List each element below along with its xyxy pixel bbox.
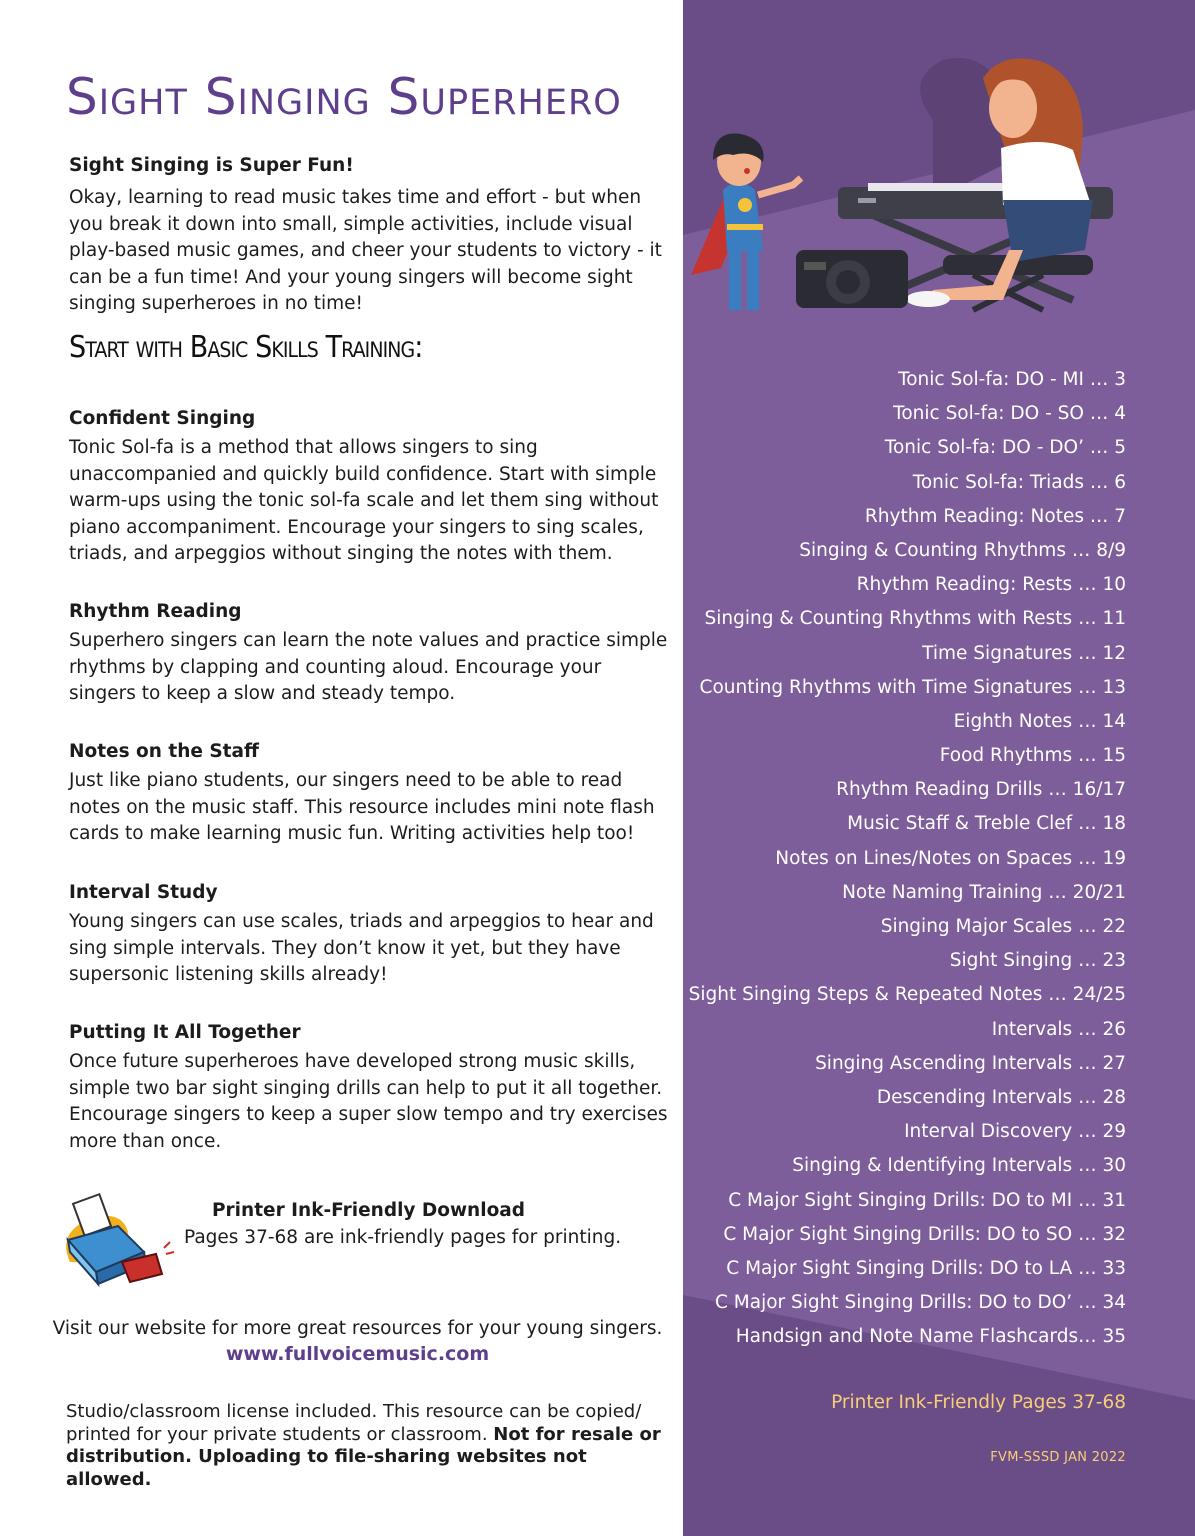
toc-item: Tonic Sol-fa: DO - DO’ … 5 bbox=[884, 437, 1126, 459]
toc-item: Handsign and Note Name Flashcards… 35 bbox=[735, 1326, 1126, 1348]
toc-item: Singing & Counting Rhythms with Rests … 11 bbox=[704, 608, 1126, 630]
intro-heading: Sight Singing is Super Fun! bbox=[69, 155, 354, 176]
section-heading: Putting It All Together bbox=[69, 1022, 301, 1043]
toc-item: C Major Sight Singing Drills: DO to SO … 32 bbox=[723, 1223, 1126, 1245]
toc-item: Note Naming Training … 20/21 bbox=[842, 881, 1126, 903]
toc-item: C Major Sight Singing Drills: DO to LA … 33 bbox=[726, 1257, 1126, 1279]
visit-text: Visit our website for more great resources for your young singers. bbox=[52, 1318, 663, 1339]
toc-item: Singing & Counting Rhythms … 8/9 bbox=[799, 539, 1126, 561]
toc-item: Singing Ascending Intervals … 27 bbox=[815, 1052, 1126, 1074]
website-link[interactable]: www.fullvoicemusic.com bbox=[225, 1343, 490, 1365]
section-heading: Interval Study bbox=[69, 882, 218, 903]
intro-body: Okay, learning to read music takes time and effort - but when you break it down into small, simple activities, include visual play-based music games, and cheer your students to victory - it can be a fun time! And your young singers will become sight singing superheroes in no time! bbox=[69, 187, 662, 314]
toc-item: Interval Discovery … 29 bbox=[904, 1121, 1126, 1143]
section-interval-study bbox=[69, 882, 669, 989]
license-text bbox=[66, 1401, 666, 1491]
page-title: Sight Singing Superhero bbox=[66, 68, 622, 126]
skills-heading: Start with Basic Skills Training: bbox=[69, 330, 423, 365]
toc-item: Notes on Lines/Notes on Spaces … 19 bbox=[775, 847, 1126, 869]
section-body: Tonic Sol-fa is a method that allows singers to sing unaccompanied and quickly build confidence. Start with simple warm-ups using the tonic sol-fa scale and let them sing without piano accompaniment. Encourage your singers to sing scales, triads, and arpeggios without singing the notes with them. bbox=[69, 437, 659, 564]
printer-icon bbox=[52, 1192, 180, 1288]
toc-item: Time Signatures … 12 bbox=[922, 642, 1126, 664]
section-heading: Confident Singing bbox=[69, 408, 256, 429]
section-body: Once future superheroes have developed strong music skills, simple two bar sight singing drills can help to put it all together. Encourage singers to keep a super slow tempo and try exercises more than once. bbox=[69, 1051, 668, 1152]
section-heading: Notes on the Staff bbox=[69, 741, 259, 762]
toc-item: Tonic Sol-fa: Triads … 6 bbox=[912, 471, 1126, 493]
ink-pages-note: Printer Ink-Friendly Pages 37-68 bbox=[831, 1392, 1126, 1413]
toc-item: Rhythm Reading: Notes … 7 bbox=[864, 505, 1126, 527]
license-body: Studio/classroom license included. This resource can be copied/ printed for your private students or classroom. bbox=[66, 1401, 642, 1445]
toc-item: Singing & Identifying Intervals … 30 bbox=[792, 1155, 1126, 1177]
section-heading: Rhythm Reading bbox=[69, 601, 242, 622]
toc-item: C Major Sight Singing Drills: DO to DO’ … 34 bbox=[714, 1292, 1126, 1314]
product-code: FVM-SSSD JAN 2022 bbox=[990, 1450, 1126, 1465]
section-rhythm-reading bbox=[69, 601, 669, 708]
section-body: Just like piano students, our singers need to be able to read notes on the music staff. This resource includes mini note flash cards to make learning music fun. Writing activities help too! bbox=[69, 770, 655, 844]
toc-item: Music Staff & Treble Clef … 18 bbox=[847, 813, 1126, 835]
license-bold: Not for resale or distribution. Uploading to file-sharing websites not allowed. bbox=[66, 1423, 661, 1490]
toc-item: Descending Intervals … 28 bbox=[876, 1086, 1126, 1108]
toc-item: Sight Singing Steps & Repeated Notes … 24/25 bbox=[688, 984, 1126, 1006]
toc-item: Rhythm Reading: Rests … 10 bbox=[856, 574, 1126, 596]
toc-item: Singing Major Scales … 22 bbox=[880, 916, 1126, 937]
toc-item: Food Rhythms … 15 bbox=[939, 745, 1126, 767]
section-notes-on-staff bbox=[69, 741, 669, 848]
ink-text: Pages 37-68 are ink-friendly pages for printing. bbox=[184, 1227, 622, 1248]
toc-item: Sight Singing … 23 bbox=[949, 950, 1126, 972]
section-body: Superhero singers can learn the note values and practice simple rhythms by clapping and counting aloud. Encourage your singers to keep a slow and steady tempo. bbox=[69, 630, 668, 704]
section-body: Young singers can use scales, triads and arpeggios to hear and sing simple intervals. They don’t know it yet, but they have supersonic listening skills already! bbox=[69, 911, 654, 985]
toc-item: Eighth Notes … 14 bbox=[953, 710, 1126, 732]
ink-friendly-block bbox=[52, 1192, 652, 1292]
ink-title: Printer Ink-Friendly Download bbox=[212, 1200, 526, 1221]
toc-item: Counting Rhythms with Time Signatures … 13 bbox=[699, 676, 1126, 698]
toc-item: Intervals … 26 bbox=[991, 1018, 1126, 1040]
table-of-contents bbox=[689, 366, 1126, 1357]
toc-item: Tonic Sol-fa: DO - SO … 4 bbox=[893, 403, 1126, 425]
section-confident-singing bbox=[69, 408, 669, 568]
toc-item: C Major Sight Singing Drills: DO to MI … 31 bbox=[728, 1189, 1126, 1211]
right-panel bbox=[683, 0, 1195, 1536]
amplifier-illustration bbox=[796, 250, 908, 308]
section-putting-together bbox=[69, 1022, 669, 1155]
toc-item: Rhythm Reading Drills … 16/17 bbox=[836, 779, 1126, 801]
toc-item: Tonic Sol-fa: DO - MI … 3 bbox=[898, 369, 1126, 390]
